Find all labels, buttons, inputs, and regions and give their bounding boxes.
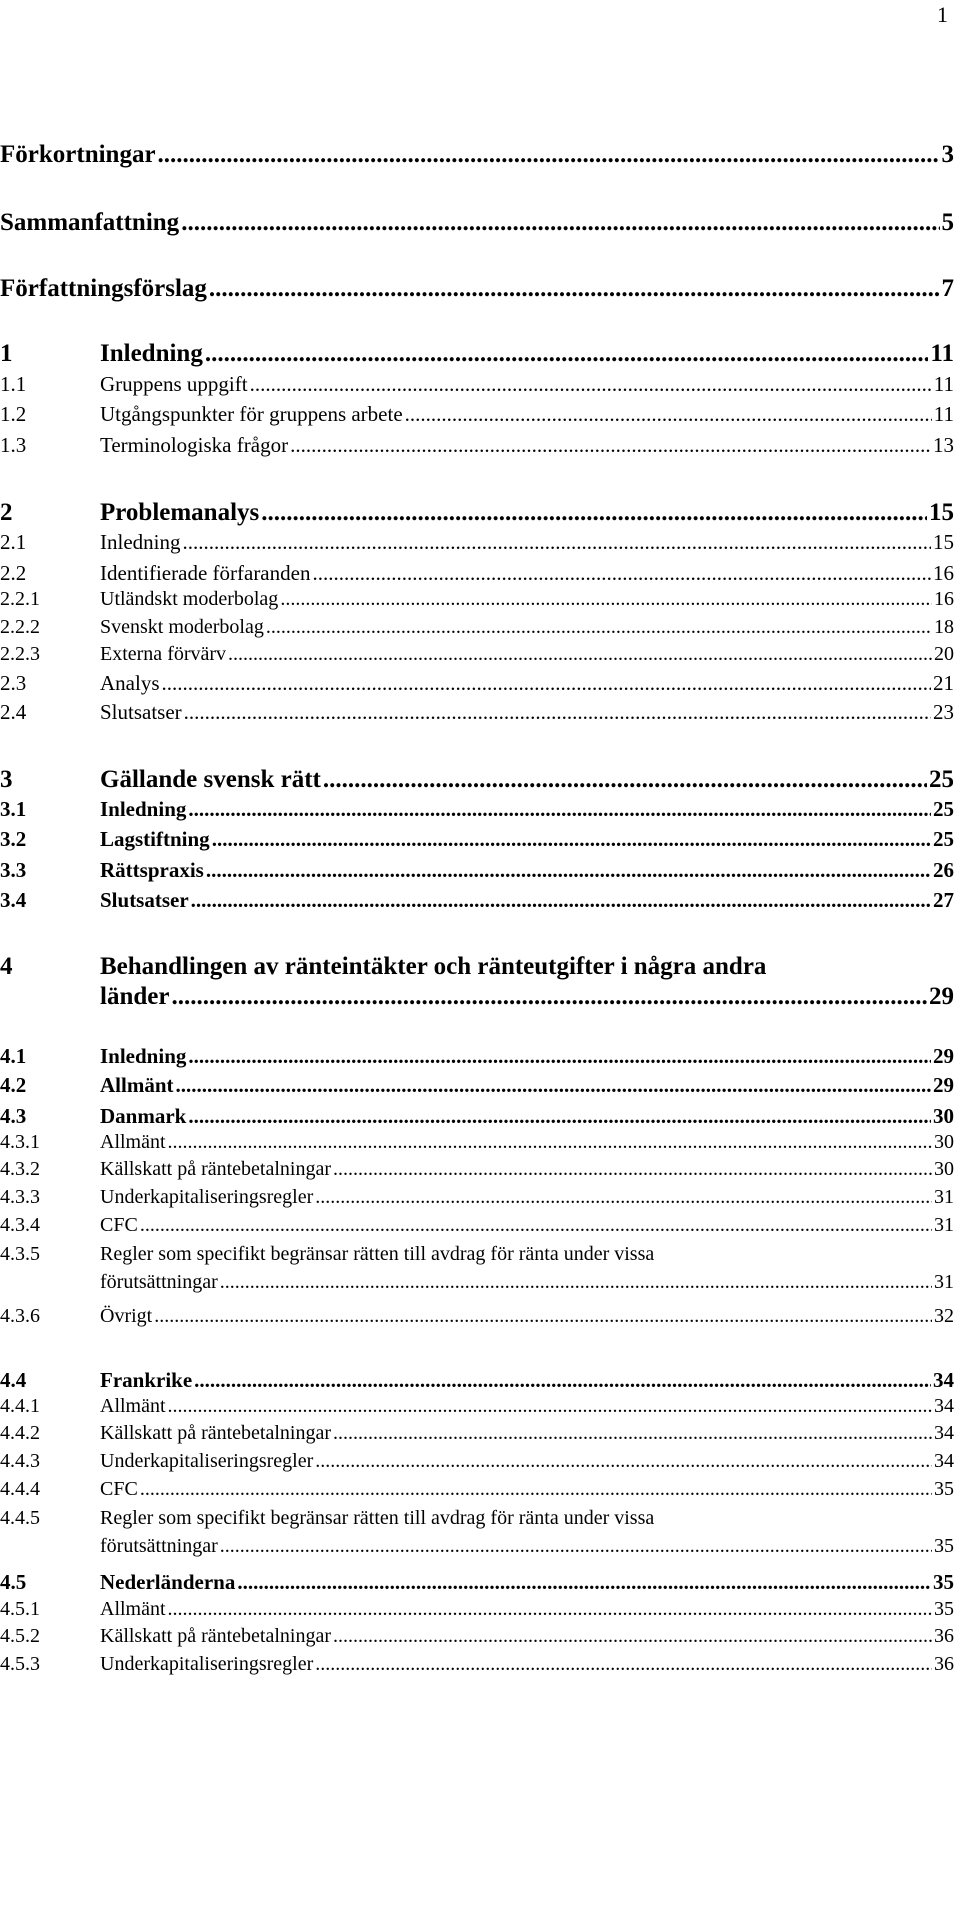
toc-entry-number: 4.2 [0,1073,27,1097]
toc-entry-number: 3.2 [0,827,27,851]
toc-entry-title: Sammanfattning [0,209,180,236]
toc-entry-title: Förkortningar [0,141,156,168]
toc-entry-page: 31 [934,1186,954,1208]
dot-leader [220,1535,932,1558]
dot-leader [194,1368,931,1393]
toc-entry-page: 25 [933,827,954,851]
toc-entry-number: 4.5.3 [0,1653,40,1675]
dot-leader [266,616,932,639]
toc-entry-number: 2.2.2 [0,616,40,638]
dot-leader [315,1653,932,1676]
toc-entry[interactable] [0,1073,960,1098]
toc-entry-title: Inledning [100,1044,187,1068]
toc-entry-title: Behandlingen av ränteintäkter och ränteutgifter i några andra [100,953,767,980]
toc-entry-title: Lagstiftning [100,827,210,851]
toc-entry-page: 31 [934,1214,954,1236]
dot-leader [162,671,932,696]
dot-leader [140,1214,932,1237]
toc-entry-continuation[interactable] [0,1535,960,1558]
toc-entry[interactable] [0,616,960,639]
toc-entry-page: 21 [933,671,954,695]
toc-entry-number: 3.1 [0,797,27,821]
toc-entry-page: 29 [933,1044,954,1068]
dot-leader [188,1044,931,1069]
toc-entry-number: 2.3 [0,671,27,695]
toc-entry-title: Inledning [100,530,181,554]
dot-leader [228,643,932,666]
toc-entry[interactable] [0,1368,960,1393]
toc-entry[interactable] [0,1104,960,1129]
toc-entry-page: 27 [933,888,954,912]
toc-entry-page: 35 [933,1570,954,1594]
toc-entry-title: Källskatt på räntebetalningar [100,1158,332,1180]
toc-entry-page: 34 [934,1422,954,1444]
toc-entry-title: Gruppens uppgift [100,372,248,396]
toc-entry[interactable] [0,953,960,981]
toc-entry-title: Allmänt [100,1598,166,1620]
toc-entry-page: 18 [934,616,954,638]
dot-leader [205,340,929,368]
toc-entry-number: 2.2.3 [0,643,40,665]
toc-entry-page: 34 [934,1450,954,1472]
toc-entry-continuation[interactable] [0,983,960,1011]
toc-entry[interactable] [0,858,960,883]
toc-entry-title-continued: förutsättningar [100,1535,218,1557]
toc-entry[interactable] [0,888,960,913]
toc-entry-number: 2.1 [0,530,27,554]
dot-leader [333,1158,932,1181]
dot-leader [168,1131,932,1154]
toc-entry-page: 16 [934,588,954,610]
toc-entry-page: 30 [933,1104,954,1128]
toc-entry[interactable] [0,499,960,527]
toc-entry-number: 4.5.1 [0,1598,40,1620]
dot-leader [315,1186,932,1209]
toc-entry-title: Underkapitaliseringsregler [100,1653,314,1675]
toc-entry-page: 11 [933,402,954,426]
toc-entry-title: Regler som specifikt begränsar rätten till avdrag för ränta under vissa [100,1507,655,1529]
toc-entry[interactable] [0,1305,960,1328]
toc-entry-number: 4.4.5 [0,1507,40,1529]
toc-entry-page: 5 [941,209,954,236]
toc-entry-number: 4.1 [0,1044,27,1068]
toc-entry-number: 4.3.2 [0,1158,40,1180]
toc-entry[interactable] [0,1598,960,1621]
toc-entry[interactable] [0,671,960,696]
dot-leader [323,766,927,794]
toc-entry-number: 3 [0,766,13,793]
toc-entry-number: 4.5 [0,1570,27,1594]
toc-entry[interactable] [0,402,960,427]
dot-leader [158,141,940,169]
toc-entry-number: 4.3.5 [0,1243,40,1265]
toc-entry-title: Allmänt [100,1131,166,1153]
toc-entry-page: 13 [933,433,954,457]
dot-leader [176,1073,932,1098]
toc-entry-title-continued: förutsättningar [100,1271,218,1293]
toc-entry-title: Gällande svensk rätt [100,766,321,793]
toc-entry-title: Underkapitaliseringsregler [100,1186,314,1208]
toc-entry-number: 4.3.6 [0,1305,40,1327]
toc-entry-number: 4.4.2 [0,1422,40,1444]
toc-entry-page: 35 [934,1478,954,1500]
page-number: 1 [937,2,948,27]
toc-entry-title: Källskatt på räntebetalningar [100,1422,332,1444]
toc-entry-title: Frankrike [100,1368,193,1392]
toc-entry-title: Utgångspunkter för gruppens arbete [100,402,403,426]
toc-entry-page: 3 [941,141,954,168]
toc-entry-page: 35 [934,1598,954,1620]
toc-entry-number: 2.2.1 [0,588,40,610]
toc-entry-title: Nederländerna [100,1570,236,1594]
toc-entry[interactable] [0,766,960,794]
toc-entry-title: Analys [100,671,160,695]
toc-entry-page: 34 [934,1395,954,1417]
toc-entry-number: 1.2 [0,402,27,426]
toc-entry[interactable] [0,1653,960,1676]
toc-entry-title: Regler som specifikt begränsar rätten till avdrag för ränta under vissa [100,1243,655,1265]
toc-entry-number: 2.2 [0,561,27,585]
dot-leader [206,858,931,883]
toc-entry[interactable] [0,1570,960,1595]
toc-entry[interactable] [0,209,960,237]
toc-entry[interactable] [0,275,960,303]
toc-entry-title: CFC [100,1478,138,1500]
toc-entry-number: 4.5.2 [0,1625,40,1647]
toc-entry[interactable] [0,797,960,822]
dot-leader [315,1450,932,1473]
toc-entry[interactable] [0,643,960,666]
toc-entry-number: 2.4 [0,700,27,724]
toc-entry[interactable] [0,530,960,555]
toc-entry[interactable] [0,700,960,725]
toc-entry-title: CFC [100,1214,138,1236]
dot-leader [168,1598,932,1621]
toc-entry-page: 29 [933,1073,954,1097]
toc-entry-number: 2 [0,499,13,526]
dot-leader [405,402,932,427]
toc-entry[interactable] [0,1243,960,1266]
toc-entry-number: 4.4 [0,1368,27,1392]
toc-entry-continuation[interactable] [0,1271,960,1294]
toc-entry-number: 4.4.4 [0,1478,40,1500]
toc-entry-title: Allmänt [100,1395,166,1417]
toc-entry[interactable] [0,588,960,611]
toc-entry-page: 35 [934,1535,954,1557]
toc-entry-title: Övrigt [100,1305,153,1327]
toc-entry-title: Svenskt moderbolag [100,616,264,638]
toc-entry-number: 4.4.1 [0,1395,40,1417]
toc-entry-page: 23 [933,700,954,724]
toc-entry-title-continued: länder [100,983,170,1010]
dot-leader [209,275,940,303]
toc-entry[interactable] [0,340,960,368]
toc-entry[interactable] [0,827,960,852]
toc-entry-title: Inledning [100,797,187,821]
dot-leader [220,1271,932,1294]
toc-entry-number: 4.3.1 [0,1131,40,1153]
toc-entry-title: Externa förvärv [100,643,227,665]
toc-entry-title: Inledning [100,340,203,367]
toc-entry-page: 36 [934,1653,954,1675]
toc-entry-page: 29 [929,983,954,1010]
toc-entry-number: 1.1 [0,372,27,396]
dot-leader [188,797,931,822]
toc-entry[interactable] [0,141,960,169]
dot-leader [140,1478,932,1501]
dot-leader [333,1422,932,1445]
toc-entry-page: 30 [934,1158,954,1180]
dot-leader [250,372,932,397]
toc-entry-page: 15 [933,530,954,554]
toc-entry[interactable] [0,1158,960,1181]
toc-entry-page: 11 [930,340,954,367]
dot-leader [182,530,931,555]
dot-leader [188,1104,931,1129]
toc-entry[interactable] [0,1507,960,1530]
toc-entry-page: 7 [941,275,954,302]
dot-leader [290,433,931,458]
toc-entry-page: 34 [933,1368,954,1392]
toc-entry-number: 4.3 [0,1104,27,1128]
toc-entry[interactable] [0,1450,960,1473]
toc-entry-title: Slutsatser [100,700,182,724]
toc-entry[interactable] [0,1131,960,1154]
dot-leader [261,499,927,527]
dot-leader [184,700,931,725]
dot-leader [212,827,931,852]
toc-entry-number: 3.4 [0,888,27,912]
dot-leader [154,1305,932,1328]
toc-entry[interactable] [0,1422,960,1445]
toc-entry-page: 25 [929,766,954,793]
toc-entry[interactable] [0,561,960,586]
toc-entry[interactable] [0,372,960,397]
dot-leader [333,1625,932,1648]
toc-entry-title: Författningsförslag [0,275,207,302]
toc-entry[interactable] [0,1395,960,1418]
dot-leader [280,588,932,611]
dot-leader [181,209,939,237]
toc-entry-number: 4.3.3 [0,1186,40,1208]
toc-entry[interactable] [0,1186,960,1209]
toc-entry-page: 25 [933,797,954,821]
toc-entry-page: 30 [934,1131,954,1153]
dot-leader [171,983,927,1011]
toc-entry-title: Källskatt på räntebetalningar [100,1625,332,1647]
toc-entry-number: 1.3 [0,433,27,457]
toc-entry-title: Allmänt [100,1073,174,1097]
dot-leader [191,888,931,913]
toc-entry-title: Slutsatser [100,888,189,912]
toc-entry-title: Problemanalys [100,499,260,526]
toc-entry-page: 15 [929,499,954,526]
toc-entry-page: 20 [934,643,954,665]
toc-entry-title: Underkapitaliseringsregler [100,1450,314,1472]
toc-entry[interactable] [0,1478,960,1501]
dot-leader [237,1570,931,1595]
toc-entry-number: 1 [0,340,13,367]
toc-entry[interactable] [0,1625,960,1648]
toc-entry-page: 32 [934,1305,954,1327]
toc-entry-number: 3.3 [0,858,27,882]
toc-entry-page: 11 [933,372,954,396]
toc-entry-title: Rättspraxis [100,858,204,882]
toc-entry-page: 16 [933,561,954,585]
toc-entry-page: 26 [933,858,954,882]
toc-entry[interactable] [0,1044,960,1069]
toc-entry-number: 4 [0,953,13,980]
toc-entry-title: Terminologiska frågor [100,433,289,457]
dot-leader [312,561,931,586]
toc-entry-page: 36 [934,1625,954,1647]
toc-entry-title: Utländskt moderbolag [100,588,279,610]
toc-entry-number: 4.3.4 [0,1214,40,1236]
toc-entry-number: 4.4.3 [0,1450,40,1472]
toc-entry-title: Danmark [100,1104,187,1128]
toc-entry[interactable] [0,1214,960,1237]
toc-entry-page: 31 [934,1271,954,1293]
toc-entry-title: Identifierade förfaranden [100,561,311,585]
toc-entry[interactable] [0,433,960,458]
dot-leader [168,1395,932,1418]
